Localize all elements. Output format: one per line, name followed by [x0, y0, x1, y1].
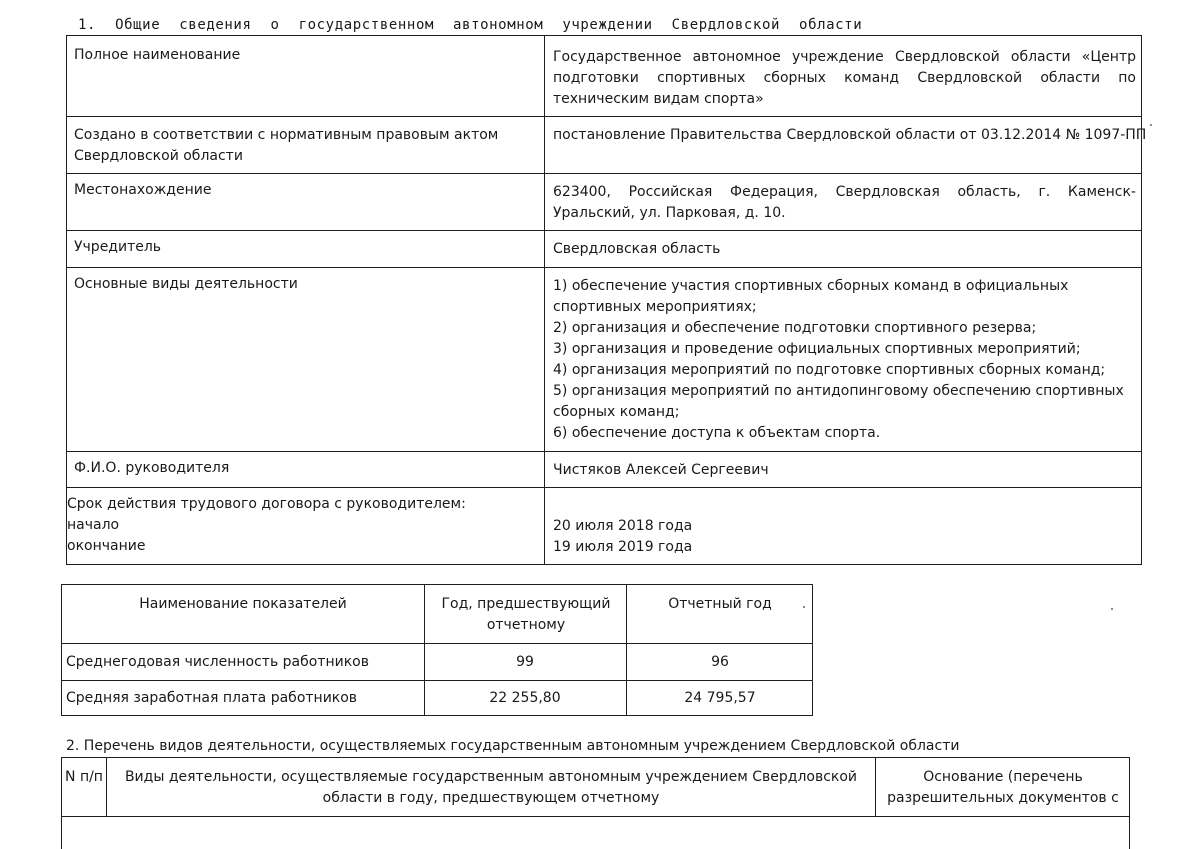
table-row [67, 173, 1141, 231]
indicator-report-value: 24 795,57 [684, 690, 756, 706]
table-row [67, 267, 1141, 452]
table-header-row [62, 585, 812, 643]
contract-end-label: окончание [67, 538, 146, 554]
section-2-title: 2. Перечень видов деятельности, осуществляемых государственным автономным учреждением Свердловской области [66, 738, 960, 754]
row-value-legal-act: постановление Правительства Свердловской области от 03.12.2014 № 1097-ПП [553, 127, 1147, 143]
header-basis: Основание (перечень разрешительных документов с [887, 769, 1119, 806]
header-previous-year: Год, предшествующий отчетному [441, 596, 611, 633]
row-value-director: Чистяков Алексей Сергеевич [553, 462, 769, 478]
indicator-report-value: 96 [711, 654, 729, 670]
row-label-activities: Основные виды деятельности [74, 276, 298, 292]
general-info-table [66, 35, 1147, 565]
activity-item: 6) обеспечение доступа к объектам спорта. [553, 425, 881, 441]
scan-speck [803, 606, 805, 608]
activity-item: 3) организация и проведение официальных спортивных мероприятий; [553, 341, 1081, 357]
column-divider [106, 758, 107, 816]
row-label-contract [67, 494, 537, 557]
row-label-location: Местонахождение [74, 182, 212, 198]
row-value-founder: Свердловская область [553, 241, 721, 257]
section-1-title: 1. Общие сведения о государственном автономном учреждении Свердловской области [78, 17, 863, 33]
indicator-previous-value: 99 [516, 654, 534, 670]
table-row [67, 487, 1141, 566]
column-divider [875, 758, 876, 816]
contract-start-date: 20 июля 2018 года [553, 518, 693, 534]
row-label-legal-act: Создано в соответствии с нормативным правовым актом Свердловской области [74, 127, 499, 164]
contract-end-date: 19 июля 2019 года [553, 539, 693, 555]
indicator-name: Средняя заработная плата работников [66, 690, 358, 706]
activity-item: 5) организация мероприятий по антидопинговому обеспечению спортивных сборных команд; [553, 383, 1124, 420]
header-report-year: Отчетный год [668, 596, 772, 612]
row-value-activities [553, 276, 1136, 444]
header-activities: Виды деятельности, осуществляемые государственным автономным учреждением Свердловской области в году, предшествующем отчетному [124, 769, 858, 806]
row-value-full-name: Государственное автономное учреждение Свердловской области «Центр подготовки спортивных сборных команд Свердловской области по техническим видам спорта» [553, 49, 1136, 107]
table-row [67, 116, 1147, 174]
row-label-full-name: Полное наименование [74, 47, 241, 63]
header-indicator-name: Наименование показателей [139, 596, 347, 612]
table-row [67, 36, 1141, 116]
row-value-location: 623400, Российская Федерация, Свердловская область, г. Каменск-Уральский, ул. Парковая, д. 10. [553, 184, 1136, 221]
table-row [67, 451, 1141, 488]
contract-start-label: начало [67, 517, 120, 533]
activities-table [61, 757, 1130, 849]
table-row [62, 643, 812, 681]
header-bottom-border [62, 816, 1129, 817]
row-value-contract [553, 516, 1136, 558]
row-label-director: Ф.И.О. руководителя [74, 460, 230, 476]
row-label-founder: Учредитель [74, 239, 162, 255]
table-row [62, 680, 812, 717]
activity-item: 2) организация и обеспечение подготовки спортивного резерва; [553, 320, 1037, 336]
indicator-name: Среднегодовая численность работников [66, 654, 369, 670]
indicators-table [61, 584, 813, 716]
header-number: N п/п [65, 769, 103, 785]
activity-item: 4) организация мероприятий по подготовке спортивных сборных команд; [553, 362, 1106, 378]
scan-speck [1111, 608, 1113, 610]
table-row [67, 230, 1141, 268]
indicator-previous-value: 22 255,80 [489, 690, 561, 706]
activity-item: 1) обеспечение участия спортивных сборных команд в официальных спортивных мероприятиях; [553, 278, 1069, 315]
scan-speck [1150, 124, 1152, 126]
contract-label: Срок действия трудового договора с руководителем: [67, 496, 466, 512]
